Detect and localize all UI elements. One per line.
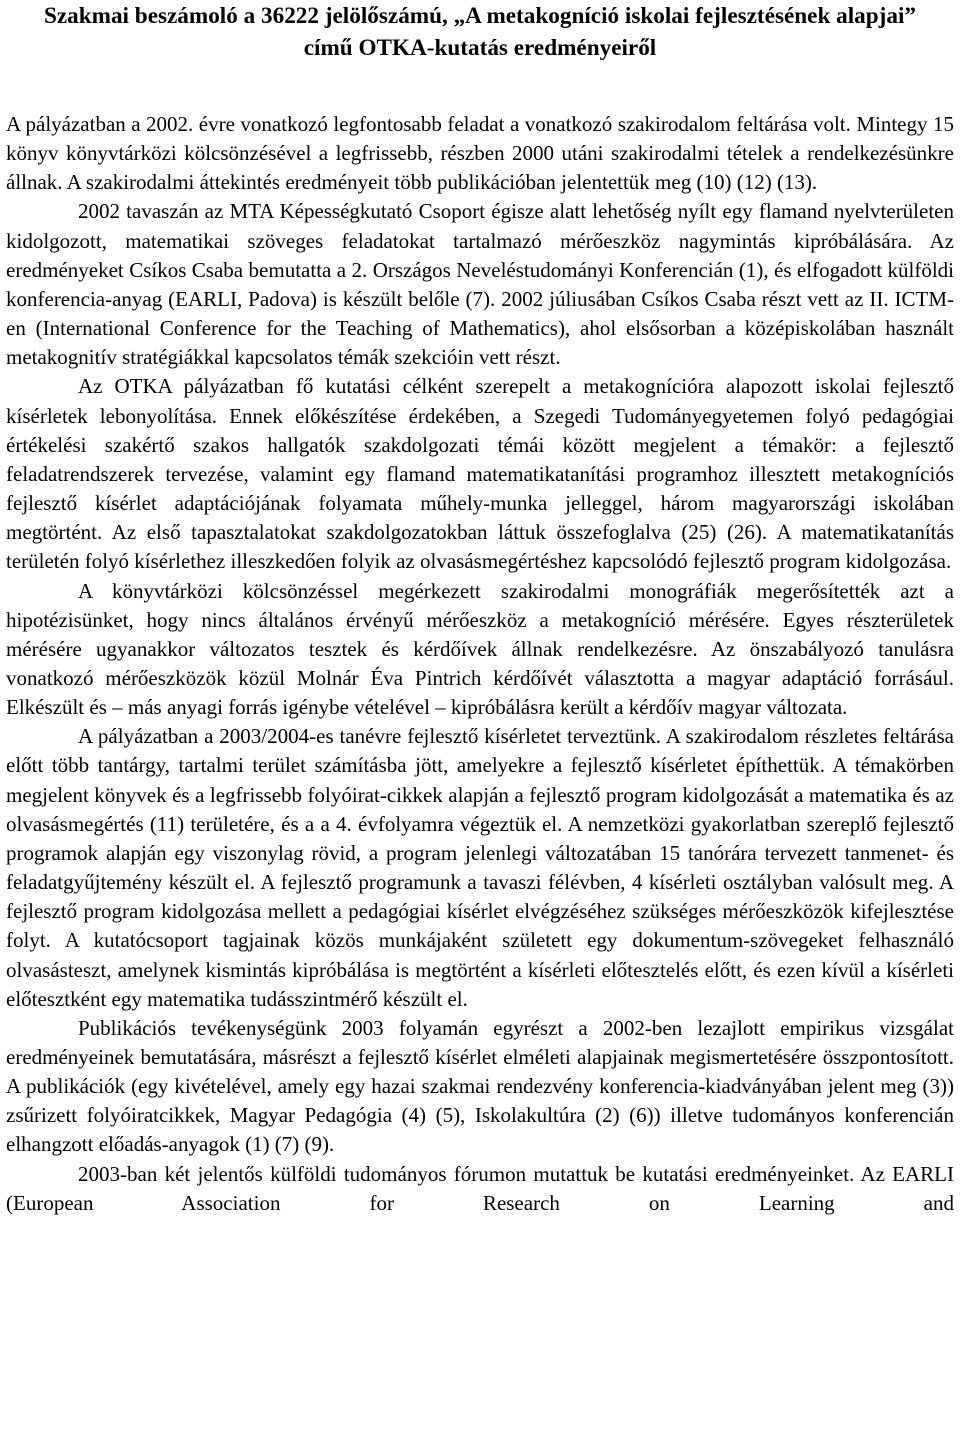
paragraph-literature-review: A pályázatban a 2002. évre vonatkozó legfontosabb feladat a vonatkozó szakirodalom feltárása volt. Mintegy 15 könyv könyvtárközi kölcsönzésével a legfrissebb, részben 2000 utáni szakirodalmi tételek a rendelkezésünkre állnak. A szakirodalmi áttekintés eredményeit több publikációban jelentettük meg (10) (12) (13).	[6, 112, 954, 195]
document-page	[6, 0, 954, 1218]
document-title-line-2: című OTKA-kutatás eredményeiről	[303, 35, 657, 61]
paragraph-foreign-forums: 2003-ban két jelentős külföldi tudományos fórumon mutattuk be kutatási eredményeinket. Az EARLI (European Association for Research on Learning and	[6, 1161, 954, 1215]
paragraph-experiment-plan: A pályázatban a 2003/2004-es tanévre fejlesztő kísérletet terveztünk. A szakirodalom részletes feltárása előtt több tantárgy, tartalmi terület számításba jött, amelyekre a fejlesztő kísérletet építhettük. A témakörben megjelent könyvek és a legfrissebb folyóirat-cikkek alapján a fejlesztő program kidolgozását a matematika és az olvasásmegértés (11) területére, és a a 4. évfolyamra végeztük el. A nemzetközi gyakorlatban szereplő fejlesztő programok alapján egy viszonylag rövid, a program jelenlegi változatában 15 tanórára tervezett tanmenet- és feladatgyűjtemény készült el. A fejlesztő programunk a tavaszi félévben, 4 kísérleti osztályban valósult meg. A fejlesztő program kidolgozása mellett a pedagógiai kísérlet elvégzéséhez szükséges mérőeszközök kifejlesztése folyt. A kutatócsoport tagjainak közös munkájaként született egy dokumentum-szövegeket felhasználó olvasásteszt, amelynek kismintás kipróbálása is megtörtént a kísérleti előtesztelés előtt, és ezen kívül a kísérleti előtesztként egy matematika tudásszintmérő készült el.	[6, 724, 954, 1011]
document-body	[6, 110, 954, 1218]
paragraph-otka-goal: Az OTKA pályázatban fő kutatási célként szerepelt a metakognícióra alapozott iskolai fejlesztő kísérletek lebonyolítása. Ennek előkészítése érdekében, a Szegedi Tudományegyetemen folyó pedagógiai értékelési szakértő szakos hallgatók szakdolgozati témái között megjelent a témakör: a fejlesztő feladatrendszerek tervezése, valamint egy flamand matematikatanítási programhoz illesztett metakogníciós fejlesztő kísérlet adaptációjának folyamata műhely-munka jelleggel, három magyarországi iskolában megtörtént. Az első tapasztalatokat szakdolgozatokban láttuk összefoglalva (25) (26). A matematikatanítás területén folyó kísérlethez illeszkedően folyik az olvasásmegértéshez kapcsolódó fejlesztő program kidolgozása.	[6, 374, 954, 574]
paragraph-monographs: A könyvtárközi kölcsönzéssel megérkezett szakirodalmi monográfiák megerősítették azt a hipotézisünket, hogy nincs általános érvényű mérőeszköz a metakogníció mérésére. Egyes részterületek mérésére ugyanakkor változatos tesztek és kérdőívek állnak rendelkezésre. Az önszabályozó tanulásra vonatkozó mérőeszközök közül Molnár Éva Pintrich kérdőívét választotta a magyar adaptáció forrásául. Elkészült és – más anyagi forrás igénybe vételével – kipróbálásra került a kérdőív magyar változata.	[6, 578, 954, 720]
document-title-line-1: Szakmai beszámoló a 36222 jelölőszámú, „A metakogníció iskolai fejlesztésének alapjai”	[43, 3, 917, 29]
document-title	[6, 0, 954, 64]
paragraph-spring-2002: 2002 tavaszán az MTA Képességkutató Csoport égisze alatt lehetőség nyílt egy flamand nyelvterületen kidolgozott, matematikai szöveges feladatokat tartalmazó mérőeszköz nagymintás kipróbálására. Az eredményeket Csíkos Csaba bemutatta a 2. Országos Neveléstudományi Konferencián (1), és elfogadott külföldi konferencia-anyag (EARLI, Padova) is készült belőle (7). 2002 júliusában Csíkos Csaba részt vett az II. ICTM-en (International Conference for the Teaching of Mathematics), ahol elsősorban a középiskolában használt metakognitív stratégiákkal kapcsolatos témák szekcióin vett részt.	[6, 199, 954, 370]
paragraph-publications-2003: Publikációs tevékenységünk 2003 folyamán egyrészt a 2002-ben lezajlott empirikus vizsgálat eredményeinek bemutatására, másrészt a fejlesztő kísérlet elméleti alapjainak megismertetésére összpontosított. A publikációk (egy kivételével, amely egy hazai szakmai rendezvény konferencia-kiadványában jelent meg (3)) zsűrizett folyóiratcikkek, Magyar Pedagógia (4) (5), Iskolakultúra (2) (6)) illetve tudományos konferencián elhangzott előadás-anyagok (1) (7) (9).	[6, 1015, 954, 1157]
